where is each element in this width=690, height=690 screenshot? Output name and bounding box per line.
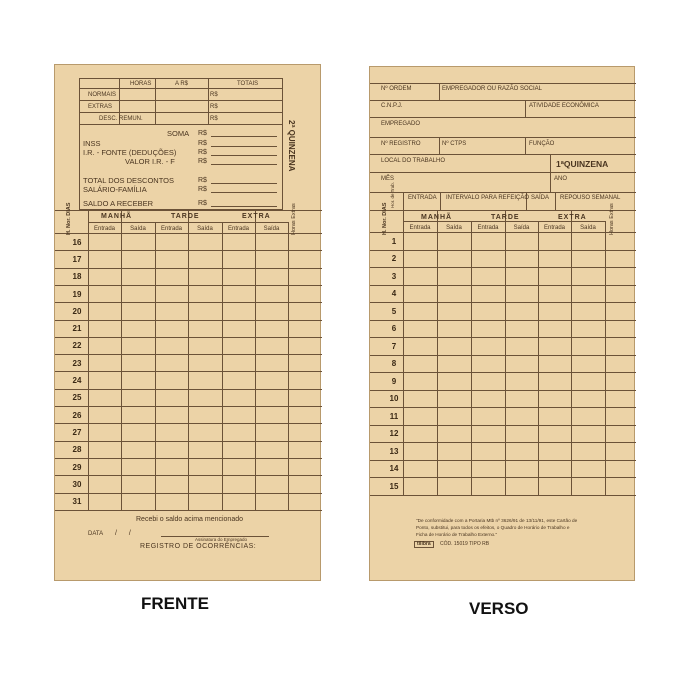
intervalo-label: INTERVALO PARA REFEIÇÃO xyxy=(446,195,530,201)
dias-header: H. Nor. DIAS xyxy=(382,202,388,235)
hor-trab-label: Hor. de Trab. xyxy=(390,181,395,208)
code-label: CÓD. 15019 TIPO RB xyxy=(440,541,490,547)
ctps-label: Nº CTPS xyxy=(442,141,467,147)
day-number: 14 xyxy=(389,464,399,474)
day-number: 27 xyxy=(72,427,82,437)
salario-familia-label: SALÁRIO-FAMÍLIA xyxy=(83,185,147,194)
horas-extras-header: Horas Extras xyxy=(609,203,615,235)
day-number: 4 xyxy=(391,289,397,299)
totais-header: TOTAIS xyxy=(237,81,259,87)
dias-header: H. Nor. DIAS xyxy=(66,202,72,235)
day-number: 16 xyxy=(72,237,82,247)
sub-header-label: Saída xyxy=(446,225,462,231)
sub-header-label: Entrada xyxy=(543,225,565,231)
currency-label: R$ xyxy=(198,177,207,184)
grid-line xyxy=(121,210,122,510)
currency-label: R$ xyxy=(198,130,207,137)
grid-line xyxy=(222,222,223,510)
tarde-header: TARDE xyxy=(171,213,200,220)
value-line xyxy=(211,192,277,193)
grid-line xyxy=(370,425,636,426)
quinzena-label: 1ªQUINZENA xyxy=(556,159,609,169)
back-caption: VERSO xyxy=(469,599,529,618)
currency-label: R$ xyxy=(198,186,207,193)
assinatura-label: Assinatura do Empregado xyxy=(195,537,248,542)
soma-label: SOMA xyxy=(167,129,190,138)
sub-header-label: Entrada xyxy=(227,226,249,232)
front-caption: FRENTE xyxy=(141,594,209,613)
day-number: 30 xyxy=(72,479,82,489)
day-number: 10 xyxy=(389,394,399,404)
empregado-label: EMPREGADO xyxy=(381,121,421,127)
day-number: 20 xyxy=(72,306,82,316)
tarde-header: TARDE xyxy=(491,214,520,221)
day-number: 12 xyxy=(389,429,399,439)
grid-line xyxy=(370,250,636,251)
ordem-label: Nº ORDEM xyxy=(381,86,412,92)
footnote-line-2: Ponto, substitui, para todos os efeitos, o Quadro de Horário de Trabalho e xyxy=(416,525,570,530)
currency-label: R$ xyxy=(198,200,207,207)
horas-extras-header: Horas Extras xyxy=(291,203,297,235)
currency-label: R$ xyxy=(198,140,207,147)
footnote-line-1: "De conformidade com a Portaria Mtb nº 3626/91 de 13/11/91, este Cartão de xyxy=(416,518,578,523)
currency-label: R$ xyxy=(210,104,218,110)
grid-line xyxy=(370,267,636,268)
currency-label: R$ xyxy=(198,149,207,156)
normais-label: NORMAIS xyxy=(88,92,117,98)
back-card xyxy=(369,66,635,581)
grid-line xyxy=(370,337,636,338)
grid-line xyxy=(370,372,636,373)
empregador-label: EMPREGADOR OU RAZÃO SOCIAL xyxy=(442,86,543,92)
manha-header: MANHÃ xyxy=(421,214,453,221)
sub-header-label: Entrada xyxy=(477,225,499,231)
front-card xyxy=(54,64,321,581)
ocorrencias-label: REGISTRO DE OCORRÊNCIAS: xyxy=(140,543,257,550)
entrada-label: ENTRADA xyxy=(408,195,437,201)
day-number: 1 xyxy=(391,236,397,246)
funcao-label: FUNÇÃO xyxy=(529,141,555,147)
registro-label: Nº REGISTRO xyxy=(381,141,421,147)
grid-line xyxy=(605,221,606,495)
grid-line xyxy=(505,210,506,495)
day-number: 5 xyxy=(391,306,397,316)
desc-remun-label: DESC. REMUN. xyxy=(99,116,143,122)
day-number: 8 xyxy=(391,359,397,369)
data-label: DATA xyxy=(88,531,104,537)
grid-line xyxy=(370,232,636,233)
grid-line xyxy=(403,221,605,222)
extra-header: EXTRA xyxy=(242,213,271,220)
currency-label: R$ xyxy=(198,158,207,165)
sub-header-label: Entrada xyxy=(160,226,182,232)
day-number: 24 xyxy=(72,376,82,386)
time-table xyxy=(370,202,636,515)
sub-header-label: Saída xyxy=(130,226,146,232)
day-number: 7 xyxy=(391,341,397,351)
value-line xyxy=(211,164,277,165)
day-number: 28 xyxy=(72,445,82,455)
grid-line xyxy=(370,390,636,391)
currency-label: R$ xyxy=(210,116,218,122)
sub-header-label: Saída xyxy=(197,226,213,232)
tilibra-logo: tilibra xyxy=(414,541,434,548)
sub-header-label: Entrada xyxy=(93,226,115,232)
grid-line xyxy=(255,210,256,510)
day-number: 29 xyxy=(72,462,82,472)
grid-line xyxy=(538,221,539,495)
currency-label: R$ xyxy=(210,92,218,98)
grid-line xyxy=(370,355,636,356)
day-number: 19 xyxy=(72,289,82,299)
ano-label: ANO xyxy=(554,176,568,182)
footnote-line-3: Ficha de Horário de Trabalho Externo." xyxy=(416,532,498,537)
grid-line xyxy=(88,210,89,510)
day-number: 3 xyxy=(391,271,397,281)
grid-line xyxy=(437,210,438,495)
value-line xyxy=(211,136,277,137)
grid-line xyxy=(370,407,636,408)
value-line xyxy=(211,146,277,147)
saida-label: SAÍDA xyxy=(531,195,550,201)
grid-line xyxy=(370,302,636,303)
grid-line xyxy=(155,222,156,510)
grid-line xyxy=(370,442,636,443)
day-number: 2 xyxy=(391,254,397,264)
ars-header: A R$ xyxy=(175,81,189,87)
local-label: LOCAL DO TRABALHO xyxy=(381,158,446,164)
day-number: 18 xyxy=(72,272,82,282)
grid-line xyxy=(370,320,636,321)
day-number: 6 xyxy=(391,324,397,334)
day-number: 9 xyxy=(391,376,397,386)
sub-header-label: Saída xyxy=(513,225,530,231)
grid-line xyxy=(571,210,572,495)
day-number: 25 xyxy=(72,393,82,403)
grid-line xyxy=(471,221,472,495)
horas-header: HORAS xyxy=(130,81,152,87)
day-number: 22 xyxy=(72,341,82,351)
total-descontos-label: TOTAL DOS DESCONTOS xyxy=(83,176,174,185)
grid-line xyxy=(370,285,636,286)
day-number: 15 xyxy=(389,481,399,491)
sub-header-label: Saída xyxy=(263,226,280,232)
recebi-text: Recebi o saldo acima mencionado xyxy=(136,516,244,523)
day-number: 11 xyxy=(389,411,399,421)
day-number: 31 xyxy=(72,497,82,507)
ir-fonte-label: I.R. - FONTE (DEDUÇÕES) xyxy=(83,148,177,157)
mes-label: MÊS xyxy=(381,176,395,182)
manha-header: MANHÃ xyxy=(101,213,133,220)
saldo-receber-label: SALDO A RECEBER xyxy=(83,199,154,208)
day-number: 13 xyxy=(389,446,399,456)
grid-line xyxy=(188,210,189,510)
extras-label: EXTRAS xyxy=(88,104,113,110)
day-number: 23 xyxy=(72,358,82,368)
grid-line xyxy=(370,210,636,211)
repouso-label: REPOUSO SEMANAL xyxy=(560,195,621,201)
atividade-label: ATIVIDADE ECONÔMICA xyxy=(529,103,599,109)
grid-line xyxy=(370,495,636,496)
value-line xyxy=(211,183,277,184)
sub-header-label: Entrada xyxy=(409,225,431,231)
grid-line xyxy=(370,460,636,461)
sub-header-label: Saída xyxy=(580,225,596,231)
grid-line xyxy=(55,510,322,511)
cnpj-label: C.N.P.J. xyxy=(381,103,403,109)
quinzena-label: 2ª QUINZENA xyxy=(287,120,296,172)
day-number: 17 xyxy=(72,254,82,264)
value-line xyxy=(211,206,277,207)
day-number: 21 xyxy=(72,324,82,334)
date-slashes: / / xyxy=(115,530,131,537)
inss-label: INSS xyxy=(83,139,101,148)
extra-header: EXTRA xyxy=(558,214,587,221)
grid-line xyxy=(288,222,289,510)
grid-line xyxy=(370,477,636,478)
valor-ir-label: VALOR I.R. - F xyxy=(125,157,175,166)
day-number: 26 xyxy=(72,410,82,420)
value-line xyxy=(211,155,277,156)
